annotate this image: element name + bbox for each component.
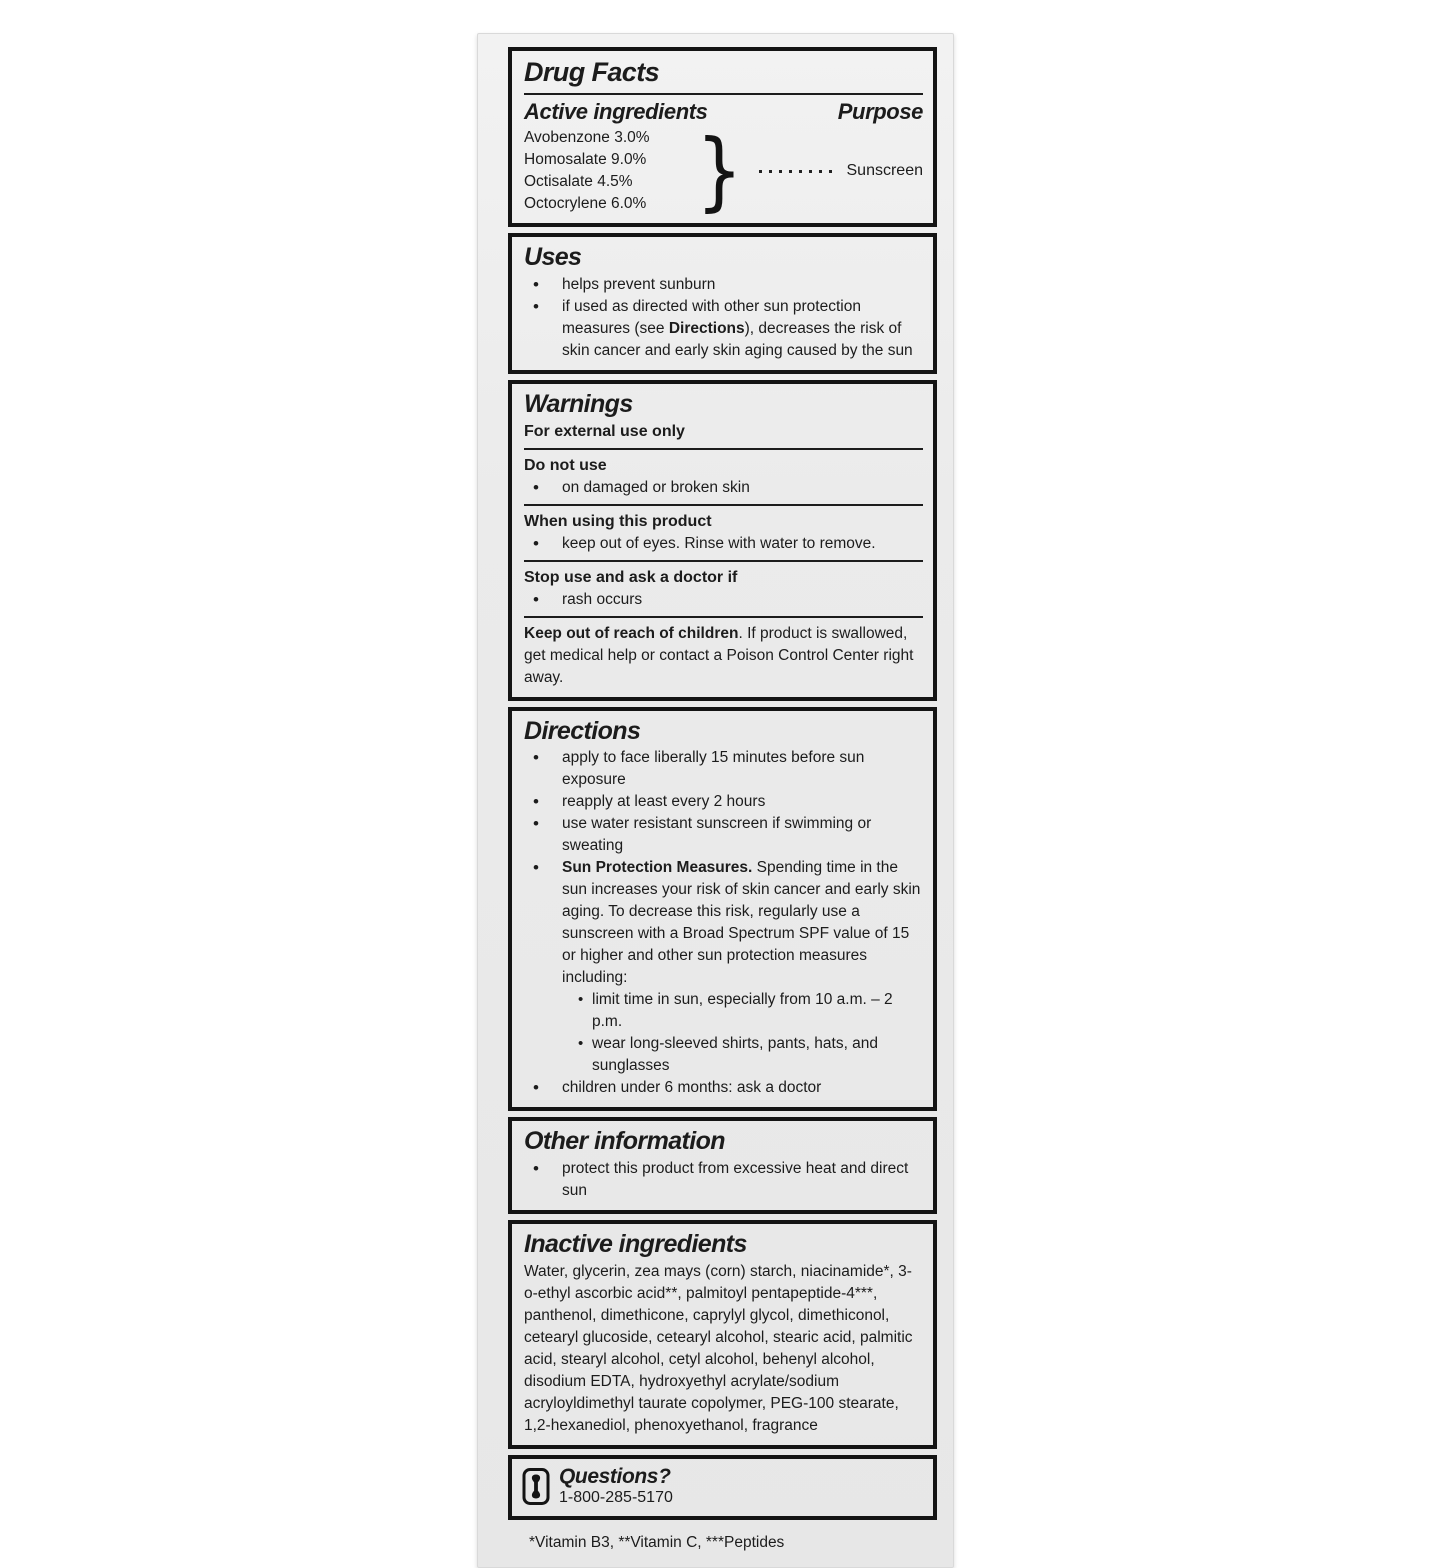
directions-bullet-3: • use water resistant sunscreen if swimming or sweating — [524, 813, 923, 857]
uses-bullet-list — [524, 274, 923, 362]
directions-bullet-1: • apply to face liberally 15 minutes before sun exposure — [524, 747, 923, 791]
warnings-divider-2 — [524, 504, 923, 506]
uses-bullet-1: • helps prevent sunburn — [524, 274, 923, 296]
sub-bullet-limit-time: • limit time in sun, especially from 10 a.m. – 2 p.m. — [578, 989, 923, 1033]
stop-use-list — [524, 589, 923, 611]
uses-bullet-2-bold: Directions — [668, 319, 745, 337]
directions-bullet-4 — [524, 857, 923, 1077]
dotted-leader — [759, 170, 839, 173]
directions-bullet-list — [524, 747, 923, 1099]
ingredients-row — [524, 121, 923, 222]
phone-icon — [522, 1467, 550, 1506]
drug-facts-label-panel — [477, 33, 954, 1568]
ingredient-homosalate: Homosalate 9.0% — [524, 151, 647, 169]
stop-use-bullet: • rash occurs — [524, 589, 923, 611]
uses-bullet-2-post: ), decreases the risk of skin cancer and early skin aging caused by the sun — [562, 319, 913, 359]
do-not-use-bullet: • on damaged or broken skin — [524, 477, 923, 499]
questions-text-group — [559, 1466, 673, 1508]
warnings-divider-4 — [524, 616, 923, 618]
warnings-divider-3 — [524, 560, 923, 562]
keep-out-of-reach-statement — [524, 623, 923, 689]
warnings-divider-1 — [524, 448, 923, 450]
keep-out-rest: . If product is swallowed, get medical help or contact a Poison Control Center right away. — [524, 624, 914, 686]
uses-box — [508, 233, 937, 374]
do-not-use-heading: Do not use — [524, 456, 607, 474]
stop-use-heading: Stop use and ask a doctor if — [524, 568, 738, 586]
questions-box — [508, 1455, 937, 1520]
sun-protection-sub-list — [562, 989, 923, 1077]
inactive-ingredients-box — [508, 1220, 937, 1449]
other-information-box — [508, 1117, 937, 1214]
vitamin-footnote: *Vitamin B3, **Vitamin C, ***Peptides — [529, 1533, 785, 1551]
sun-protection-measures-bold: Sun Protection Measures. — [562, 859, 753, 877]
ingredient-octisalate: Octisalate 4.5% — [524, 173, 633, 191]
drug-facts-title: Drug Facts — [524, 57, 660, 87]
ingredient-list — [524, 127, 692, 215]
warnings-box — [508, 380, 937, 701]
purpose-heading: Purpose — [837, 99, 923, 125]
do-not-use-list — [524, 477, 923, 499]
inactive-ingredients-text: Water, glycerin, zea mays (corn) starch, niacinamide*, 3-o-ethyl ascorbic acid**, palmitoyl pentapeptide-4***, panthenol, dimethicone, caprylyl glycol, dimethiconol, cetearyl glucoside, cetearyl alcohol, stearic acid, palmitic acid, stearyl alcohol, cetyl alcohol, behenyl alcohol, disodium EDTA, hydroxyethyl acrylate/sodium acryloyldimethyl taurate copolymer, PEG-100 stearate, 1,2-hexanediol, phenoxyethanol, fragrance — [524, 1262, 913, 1434]
when-using-list — [524, 533, 923, 555]
other-information-bullet: • protect this product from excessive heat and direct sun — [524, 1158, 923, 1202]
ingredient-octocrylene: Octocrylene 6.0% — [524, 195, 647, 213]
active-ingredients-heading: Active ingredients — [524, 99, 708, 125]
warnings-heading: Warnings — [524, 389, 633, 418]
sub-bullet-wear-clothing: • wear long-sleeved shirts, pants, hats, and sunglasses — [578, 1033, 923, 1077]
sun-protection-measures-rest: Spending time in the sun increases your risk of skin cancer and early skin aging. To decrease this risk, regularly use a sunscreen with a Broad Spectrum SPF value of 15 or higher and other sun protection measures including: — [562, 859, 921, 987]
external-use-statement: For external use only — [524, 422, 685, 440]
uses-bullet-2 — [524, 296, 923, 362]
uses-bullet-2-pre: if used as directed with other sun protection measures (see — [562, 297, 861, 337]
keep-out-bold: Keep out of reach of children — [524, 624, 739, 642]
directions-box — [508, 707, 937, 1112]
other-information-list — [524, 1158, 923, 1202]
brace-glyph: } — [696, 121, 743, 222]
questions-phone-number: 1-800-285-5170 — [559, 1488, 673, 1506]
ingredient-avobenzone: Avobenzone 3.0% — [524, 129, 650, 147]
directions-bullet-2: • reapply at least every 2 hours — [524, 791, 923, 813]
other-information-heading: Other information — [524, 1127, 725, 1156]
when-using-heading: When using this product — [524, 512, 712, 530]
directions-bullet-5: • children under 6 months: ask a doctor — [524, 1077, 923, 1099]
title-divider — [524, 93, 923, 95]
when-using-bullet: • keep out of eyes. Rinse with water to remove. — [524, 533, 923, 555]
purpose-value: Sunscreen — [846, 162, 923, 180]
inactive-ingredients-heading: Inactive ingredients — [524, 1230, 747, 1259]
active-ingredients-box — [508, 47, 937, 227]
directions-heading: Directions — [524, 716, 641, 745]
uses-heading: Uses — [524, 243, 582, 272]
questions-heading: Questions? — [559, 1464, 671, 1488]
